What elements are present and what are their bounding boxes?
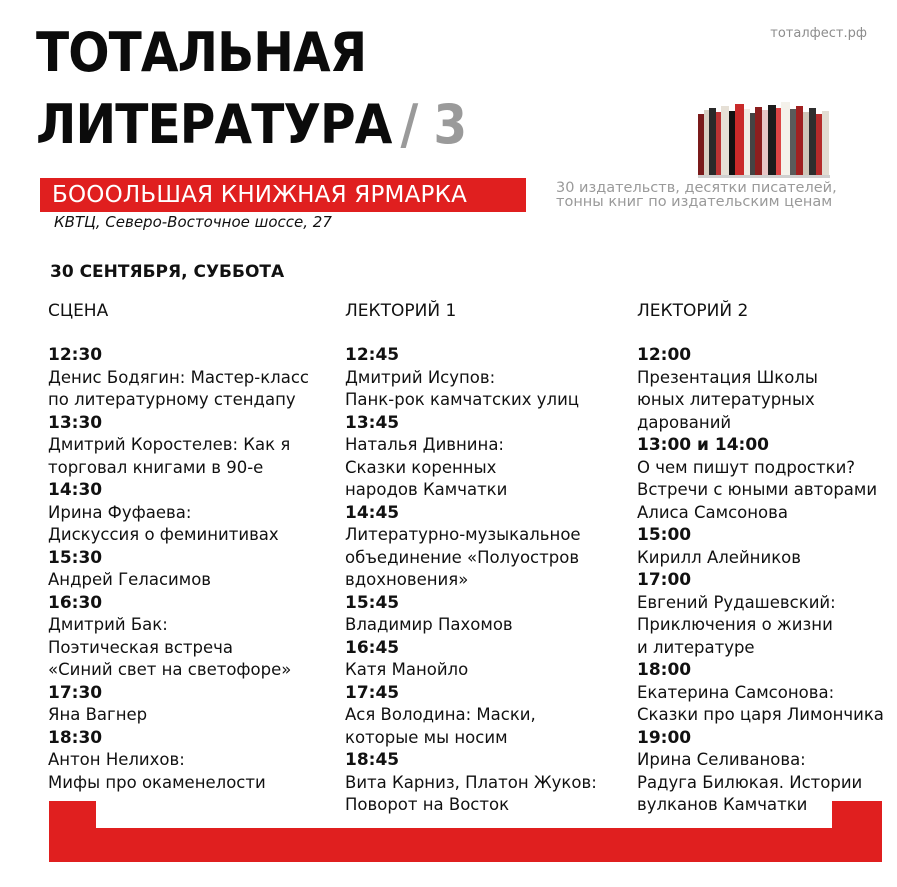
event-time: 18:30 — [48, 727, 103, 748]
event-item — [48, 547, 309, 592]
column-stage — [48, 300, 309, 794]
title-line-1: ТОТАЛЬНАЯ — [36, 21, 367, 84]
tagline-line-1: 30 издательств, десятки писателей, — [556, 180, 837, 196]
event-description: Презентация Школы юных литературных дарований — [637, 367, 818, 432]
event-item — [48, 682, 309, 727]
event-item — [637, 569, 884, 659]
event-item — [345, 344, 597, 412]
event-item — [48, 412, 309, 480]
event-time: 17:30 — [48, 682, 103, 703]
event-item — [345, 412, 597, 502]
event-time: 12:00 — [637, 345, 692, 365]
fair-tagline — [556, 181, 837, 209]
frame-decoration-left — [49, 801, 96, 831]
event-item — [345, 502, 597, 592]
event-description: Ирина Селиванова: Радуга Билюкая. Истории вулканов Камчатки — [637, 750, 863, 814]
event-item — [345, 682, 597, 750]
event-description: Литературно-музыкальное объединение «Полуостров вдохновения» — [345, 525, 581, 589]
event-description: Евгений Рудашевский: Приключения о жизни и литературе — [637, 592, 836, 657]
event-description: Наталья Дивнина: Сказки коренных народов Камчатки — [345, 435, 508, 499]
event-description: Дмитрий Исупов: Панк-рок камчатских улиц — [345, 367, 580, 409]
event-description: О чем пишут подростки? Встречи с юными авторами Алиса Самсонова — [637, 457, 878, 522]
event-time: 15:00 — [637, 525, 692, 545]
event-time: 15:45 — [345, 592, 400, 613]
title-line-2 — [36, 93, 467, 156]
event-time: 13:30 — [48, 412, 103, 433]
event-description: Денис Бодягин: Мастер-класс по литературному стендапу — [48, 367, 309, 409]
tagline-line-2: тонны книг по издательским ценам — [556, 194, 833, 210]
event-item — [637, 344, 884, 434]
event-description: Вита Карниз, Платон Жуков: Поворот на Восток — [345, 772, 597, 814]
event-description: Дмитрий Коростелев: Как я торговал книгами в 90-е — [48, 435, 291, 477]
column-lecture-hall-1 — [345, 300, 597, 817]
event-description: Екатерина Самсонова: Сказки про царя Лимончика — [637, 682, 884, 724]
books-illustration — [698, 100, 830, 178]
event-time: 17:45 — [345, 682, 400, 703]
event-description: Антон Нелихов: Мифы про окаменелости — [48, 750, 266, 792]
website-link[interactable]: тоталфест.рф — [770, 26, 867, 41]
event-time: 15:30 — [48, 547, 103, 568]
event-time: 17:00 — [637, 570, 692, 590]
event-description: Дмитрий Бак: Поэтическая встреча «Синий свет на светофоре» — [48, 615, 292, 679]
event-time: 18:00 — [637, 660, 692, 680]
event-item — [637, 524, 884, 569]
event-item — [345, 592, 597, 637]
event-time: 14:45 — [345, 502, 400, 523]
event-item — [345, 637, 597, 682]
event-item — [637, 434, 884, 524]
schedule-date: 30 СЕНТЯБРЯ, СУББОТА — [50, 262, 285, 282]
event-list — [637, 344, 884, 817]
event-description: Катя Манойло — [345, 660, 469, 679]
event-item — [48, 727, 309, 795]
fair-address: КВТЦ, Северо-Восточное шоссе, 27 — [54, 213, 332, 231]
event-description: Яна Вагнер — [48, 705, 148, 724]
event-item — [345, 749, 597, 817]
event-description: Ася Володина: Маски, которые мы носим — [345, 705, 536, 747]
frame-decoration-right — [832, 801, 882, 831]
event-time: 12:30 — [48, 345, 103, 365]
column-title: ЛЕКТОРИЙ 2 — [637, 301, 749, 321]
event-item — [637, 659, 884, 727]
event-time: 16:45 — [345, 637, 400, 658]
event-description: Кирилл Алейников — [637, 547, 801, 567]
event-list — [345, 344, 597, 817]
issue-number: / 3 — [400, 93, 467, 156]
event-description: Ирина Фуфаева: Дискуссия о феминитивах — [48, 502, 279, 544]
event-time: 16:30 — [48, 592, 103, 613]
event-description: Андрей Геласимов — [48, 570, 212, 589]
column-lecture-hall-2 — [637, 300, 884, 817]
column-title: ЛЕКТОРИЙ 1 — [345, 301, 457, 321]
event-time: 19:00 — [637, 727, 692, 748]
event-time: 12:45 — [345, 345, 400, 365]
event-description: Владимир Пахомов — [345, 615, 513, 634]
event-item — [48, 479, 309, 547]
fair-banner: БОООЛЬШАЯ КНИЖНАЯ ЯРМАРКА — [40, 178, 526, 212]
event-time: 13:45 — [345, 412, 400, 433]
event-time: 18:45 — [345, 750, 400, 770]
event-item — [48, 592, 309, 682]
event-time: 13:00 и 14:00 — [637, 435, 769, 455]
title-word: ЛИТЕРАТУРА — [36, 93, 392, 156]
event-list — [48, 344, 309, 794]
frame-decoration-bottom — [49, 828, 882, 862]
event-time: 14:30 — [48, 480, 103, 500]
event-item — [48, 344, 309, 412]
column-title: СЦЕНА — [48, 301, 109, 321]
